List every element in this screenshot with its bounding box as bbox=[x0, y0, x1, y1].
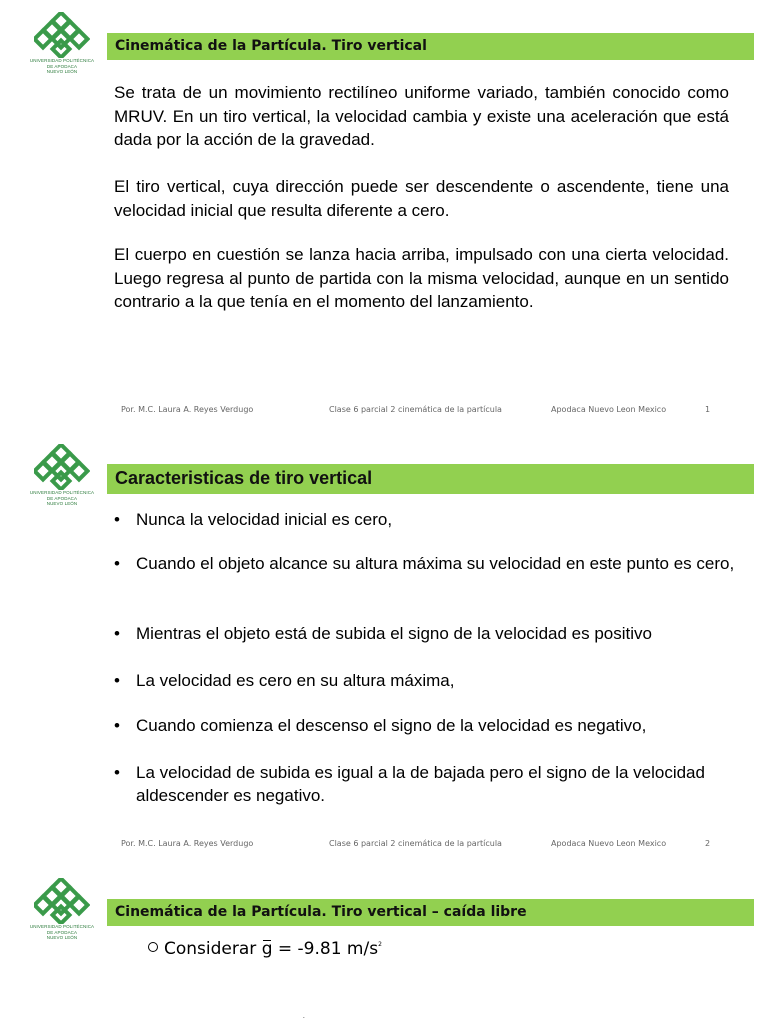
knot-logo-icon bbox=[34, 444, 90, 490]
bullet-icon: • bbox=[114, 554, 120, 573]
university-logo bbox=[26, 12, 98, 75]
bullet-text: Cuando comienza el descenso el signo de la velocidad es negativo, bbox=[136, 716, 647, 735]
bullet-icon: • bbox=[114, 624, 120, 643]
sub-item-prefix: Considerar bbox=[164, 939, 262, 959]
paragraph-3: El cuerpo en cuestión se lanza hacia arriba, impulsado con una cierta velocidad. Luego regresa al punto de partida con la misma velocidad, aunque en un sentido contrario a la que tenía en el momento del lanzamiento. bbox=[114, 245, 729, 311]
bullet-icon: • bbox=[114, 671, 120, 690]
list-item bbox=[112, 509, 752, 532]
logo-line-2: DE APODACA bbox=[46, 929, 78, 935]
university-logo bbox=[26, 444, 98, 507]
list-item bbox=[112, 670, 752, 693]
logo-line-1: UNIVERSIDAD POLITÉCNICA bbox=[29, 58, 95, 63]
hollow-bullet-icon bbox=[148, 942, 158, 952]
slide-title: Cinemática de la Partícula. Tiro vertical – caída libre bbox=[115, 904, 527, 920]
slide-title: Caracteristicas de tiro vertical bbox=[115, 468, 373, 488]
logo-line-3: NUEVO LEÓN bbox=[46, 935, 78, 940]
list-item bbox=[112, 553, 752, 576]
logo-line-1: UNIVERSIDAD POLITÉCNICA bbox=[29, 490, 95, 495]
logo-line-2: DE APODACA bbox=[46, 495, 78, 501]
slide-title-bar bbox=[107, 33, 754, 60]
footer-author: Por. M.C. Laura A. Reyes Verdugo bbox=[121, 839, 254, 848]
slide-title-bar bbox=[107, 899, 754, 926]
logo-line-3: NUEVO LEÓN bbox=[46, 69, 78, 74]
logo-text bbox=[26, 58, 98, 75]
bullet-icon: • bbox=[114, 510, 120, 529]
bullet-text: La velocidad de subida es igual a la de bajada pero el signo de la velocidad aldescender es negativo. bbox=[136, 763, 705, 805]
footer-author: Por. M.C. Laura A. Reyes Verdugo bbox=[121, 405, 254, 414]
list-item bbox=[112, 715, 752, 738]
bullet-icon: • bbox=[114, 763, 120, 782]
footer-page-number: 2 bbox=[705, 839, 711, 848]
footer-place: Apodaca Nuevo Leon Mexico bbox=[551, 839, 667, 848]
footer-topic: Clase 6 parcial 2 cinemática de la partícula bbox=[329, 405, 502, 414]
list-item bbox=[112, 623, 752, 646]
logo-text bbox=[26, 924, 98, 941]
logo-line-1: UNIVERSIDAD POLITÉCNICA bbox=[29, 924, 95, 929]
logo-line-3: NUEVO LEÓN bbox=[46, 501, 78, 506]
footer-place: Apodaca Nuevo Leon Mexico bbox=[551, 405, 667, 414]
bullet-text: Cuando el objeto alcance su altura máxima su velocidad en este punto es cero, bbox=[136, 554, 735, 573]
slide-title-bar bbox=[107, 464, 754, 494]
list-item bbox=[112, 762, 752, 807]
footer-page-number: 1 bbox=[705, 405, 711, 414]
footer-topic: Clase 6 parcial 2 cinemática de la partícula bbox=[329, 839, 502, 848]
bullet-text: La velocidad es cero en su altura máxima, bbox=[136, 671, 455, 690]
slide-title: Cinemática de la Partícula. Tiro vertical bbox=[115, 38, 427, 54]
stray-mark: ´ bbox=[303, 1018, 305, 1024]
exponent: 2 bbox=[378, 941, 382, 948]
logo-line-2: DE APODACA bbox=[46, 63, 78, 69]
sub-item-value: = -9.81 m/s bbox=[272, 939, 379, 959]
vector-g-symbol: g bbox=[261, 939, 273, 959]
knot-logo-icon bbox=[34, 12, 90, 58]
knot-logo-icon bbox=[34, 878, 90, 924]
bullet-text: Nunca la velocidad inicial es cero, bbox=[136, 510, 393, 529]
paragraph-2: El tiro vertical, cuya dirección puede ser descendente o ascendente, tiene una velocidad inicial que resulta diferente a cero. bbox=[114, 177, 729, 220]
bullet-icon: • bbox=[114, 716, 120, 735]
paragraph-1: Se trata de un movimiento rectilíneo uniforme variado, también conocido como MRUV. En un tiro vertical, la velocidad cambia y existe una aceleración que está dada por la acción de la gravedad. bbox=[114, 83, 729, 149]
bullet-text: Mientras el objeto está de subida el signo de la velocidad es positivo bbox=[136, 624, 652, 643]
logo-text bbox=[26, 490, 98, 507]
university-logo bbox=[26, 878, 98, 941]
sub-item bbox=[148, 939, 382, 959]
